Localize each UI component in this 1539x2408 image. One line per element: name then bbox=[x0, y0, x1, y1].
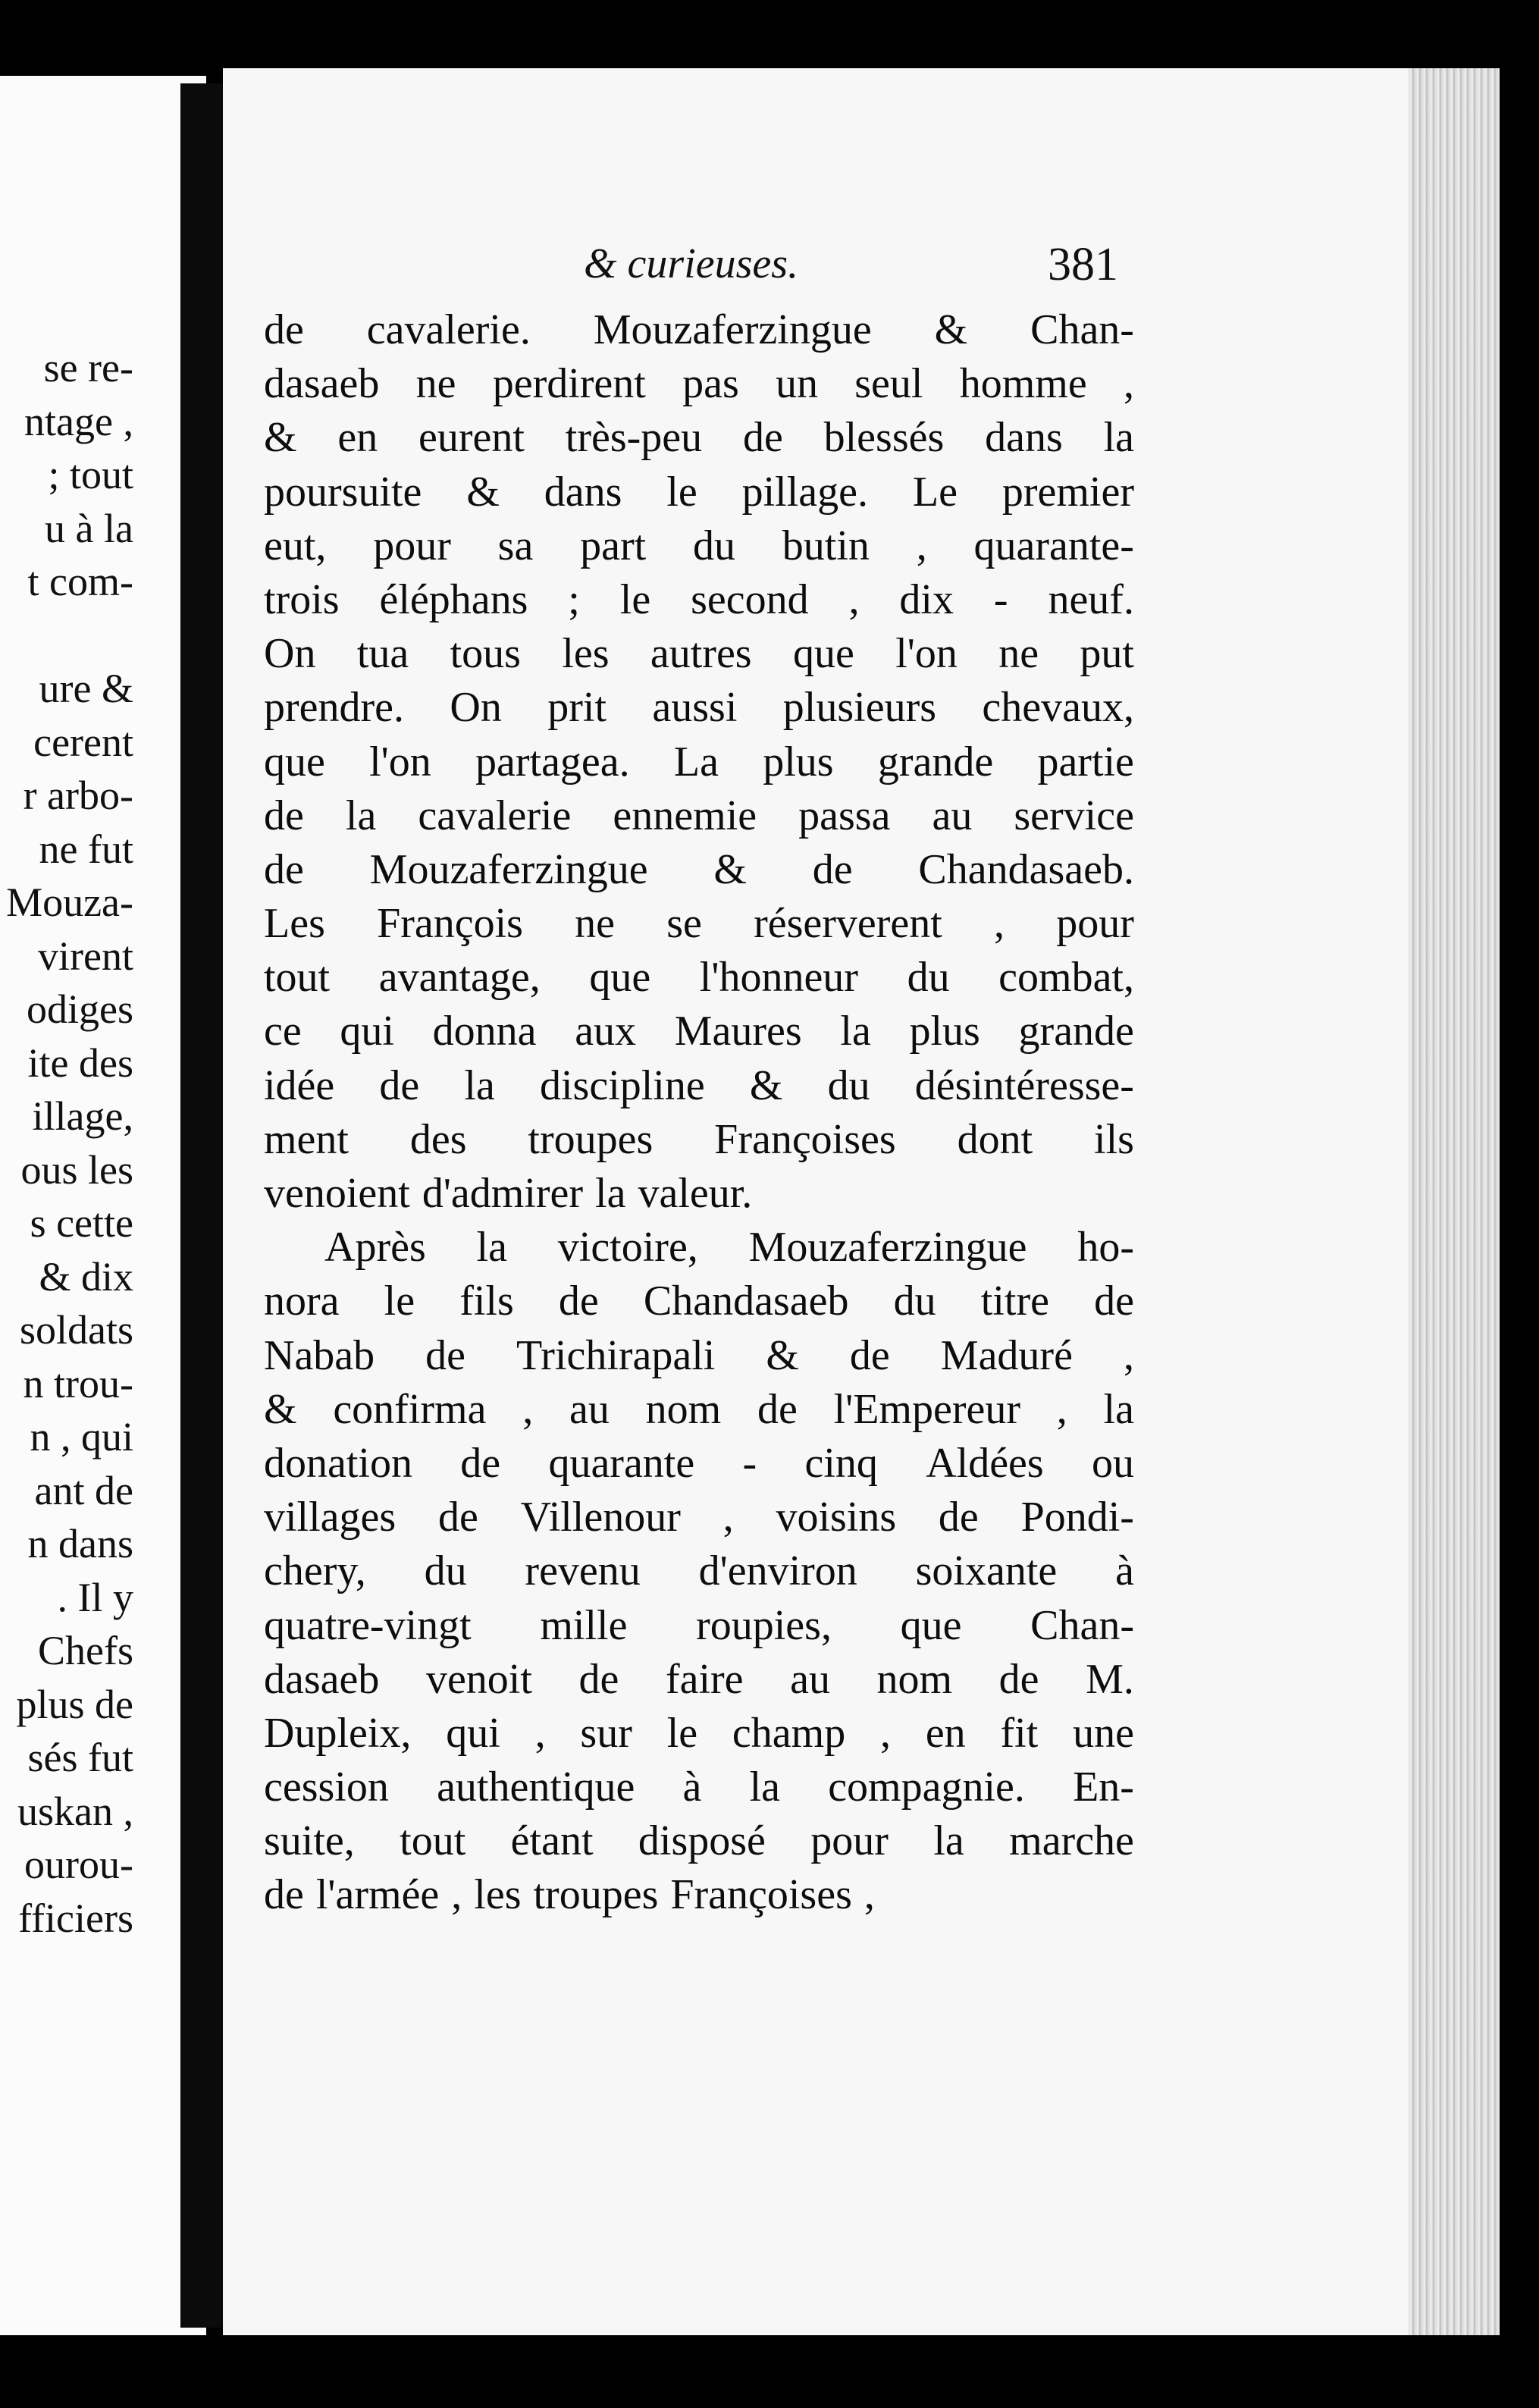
word: ne bbox=[998, 630, 1039, 678]
word: mille bbox=[540, 1601, 628, 1649]
word: & bbox=[749, 1061, 783, 1109]
left-page-line: ure & bbox=[39, 666, 133, 711]
text-line bbox=[264, 627, 1134, 681]
word: On bbox=[450, 684, 502, 732]
word: , bbox=[722, 1494, 734, 1541]
word: donna bbox=[432, 1008, 537, 1055]
text-line bbox=[264, 843, 1134, 897]
text-line bbox=[264, 519, 1134, 573]
word: une bbox=[1073, 1709, 1134, 1757]
word: les bbox=[474, 1871, 522, 1919]
word: l'on bbox=[895, 630, 958, 678]
word: Chan- bbox=[1030, 1601, 1134, 1649]
word: & bbox=[713, 845, 747, 893]
word: & bbox=[934, 306, 968, 353]
word: au bbox=[932, 792, 973, 839]
word: blessés bbox=[823, 414, 945, 462]
word: cavalerie bbox=[418, 792, 572, 839]
word: pour bbox=[810, 1817, 889, 1865]
word: en bbox=[925, 1709, 966, 1757]
word: de bbox=[812, 845, 853, 893]
word: des bbox=[409, 1115, 467, 1163]
word: Le bbox=[912, 468, 958, 516]
word: authentique bbox=[437, 1764, 635, 1811]
word: du bbox=[827, 1061, 870, 1109]
left-page-line: cerent bbox=[33, 719, 133, 765]
left-page-line: se re- bbox=[43, 345, 133, 390]
word: en bbox=[337, 414, 378, 462]
word: , bbox=[1123, 1331, 1134, 1379]
word: discipline bbox=[539, 1061, 705, 1109]
word: ils bbox=[1094, 1115, 1134, 1163]
text-line bbox=[264, 1491, 1134, 1544]
word: que bbox=[589, 954, 651, 1002]
word: le bbox=[619, 575, 651, 623]
word: , bbox=[880, 1709, 892, 1757]
word: Villenour bbox=[520, 1494, 681, 1541]
left-page-line: ous les bbox=[20, 1146, 133, 1193]
word: nom bbox=[645, 1385, 722, 1433]
word: ment bbox=[264, 1115, 349, 1163]
word: , bbox=[994, 900, 1005, 948]
word: de bbox=[1094, 1278, 1134, 1325]
word: au bbox=[569, 1385, 610, 1433]
word: Après bbox=[324, 1224, 426, 1271]
word: tout bbox=[264, 954, 331, 1002]
word: suite, bbox=[264, 1817, 355, 1865]
running-head: & curieuses. bbox=[584, 240, 799, 287]
word: , bbox=[916, 522, 927, 569]
left-page-line: ne fut bbox=[39, 826, 133, 872]
text-line bbox=[264, 1329, 1134, 1383]
word: chevaux, bbox=[982, 684, 1134, 732]
word: put bbox=[1080, 630, 1134, 678]
word: de bbox=[437, 1494, 478, 1541]
word: champ bbox=[732, 1709, 846, 1757]
word: & bbox=[466, 468, 500, 516]
word: Trichirapali bbox=[516, 1331, 716, 1379]
word: troupes bbox=[533, 1871, 659, 1919]
word: idée bbox=[264, 1061, 335, 1109]
text-line bbox=[264, 1653, 1134, 1707]
word: pour bbox=[373, 522, 451, 569]
word: que bbox=[900, 1601, 962, 1649]
word: Pondi- bbox=[1020, 1494, 1134, 1541]
word: passa bbox=[798, 792, 891, 839]
word: le bbox=[666, 468, 697, 516]
left-page-line: ntage , bbox=[24, 398, 133, 444]
word: La bbox=[673, 738, 719, 785]
left-page-line: illage, bbox=[32, 1093, 133, 1139]
word: que bbox=[792, 630, 854, 678]
word: du bbox=[424, 1547, 467, 1595]
word: quarante bbox=[548, 1439, 695, 1487]
word: fils bbox=[459, 1278, 514, 1325]
word: l'Empereur bbox=[833, 1385, 1020, 1433]
word: éléphans bbox=[379, 575, 528, 623]
word: & bbox=[264, 414, 297, 462]
word: roupies, bbox=[696, 1601, 832, 1649]
text-line bbox=[264, 681, 1134, 735]
word: de bbox=[998, 1655, 1039, 1703]
word: de bbox=[264, 306, 304, 353]
text-line bbox=[264, 357, 1134, 411]
text-line bbox=[264, 1383, 1134, 1437]
word: dasaeb bbox=[264, 1655, 380, 1703]
word: l'armée bbox=[315, 1871, 440, 1919]
word: la bbox=[933, 1817, 964, 1865]
word: marche bbox=[1009, 1817, 1134, 1865]
word: Mouzaferzingue bbox=[748, 1224, 1027, 1271]
word: ennemie bbox=[613, 792, 757, 839]
word: sa bbox=[497, 522, 534, 569]
word: d'environ bbox=[698, 1547, 857, 1595]
word: Chan- bbox=[1030, 306, 1134, 353]
word: M. bbox=[1086, 1655, 1134, 1703]
left-page-line: r arbo- bbox=[23, 773, 133, 818]
word: confirma bbox=[333, 1385, 487, 1433]
left-page-line: odiges bbox=[27, 986, 133, 1032]
left-page-line: n dans bbox=[27, 1521, 133, 1566]
word: que bbox=[264, 738, 325, 785]
word: l'honneur bbox=[699, 954, 858, 1002]
word: à bbox=[682, 1764, 702, 1811]
word: pas bbox=[682, 360, 739, 408]
word: second bbox=[691, 575, 809, 623]
left-page-line: ant de bbox=[34, 1467, 133, 1513]
word: sur bbox=[580, 1709, 632, 1757]
word: - bbox=[993, 575, 1008, 623]
left-page-line: Mouza- bbox=[6, 879, 133, 925]
word: donation bbox=[264, 1439, 412, 1487]
word: pillage. bbox=[741, 468, 869, 516]
text-line bbox=[264, 1059, 1134, 1113]
word: à bbox=[1115, 1547, 1134, 1595]
word: ; bbox=[568, 575, 580, 623]
text-line bbox=[264, 1167, 1134, 1221]
page-edge bbox=[1409, 68, 1500, 2335]
word: de bbox=[264, 792, 304, 839]
book-gutter bbox=[180, 83, 223, 2328]
word: Maures bbox=[674, 1008, 802, 1055]
word: la bbox=[749, 1764, 780, 1811]
word: du bbox=[692, 522, 735, 569]
word: nom bbox=[876, 1655, 953, 1703]
word: aux bbox=[575, 1008, 637, 1055]
word: chery, bbox=[264, 1547, 366, 1595]
word: , bbox=[534, 1709, 546, 1757]
word: , bbox=[848, 575, 860, 623]
word: Aldées bbox=[926, 1439, 1044, 1487]
word: de bbox=[849, 1331, 890, 1379]
text-line bbox=[264, 897, 1134, 951]
word: de bbox=[379, 1061, 420, 1109]
word: premier bbox=[1001, 468, 1134, 516]
word: titre bbox=[980, 1278, 1049, 1325]
word: de bbox=[425, 1331, 466, 1379]
text-line bbox=[264, 951, 1134, 1005]
word: quatre-vingt bbox=[264, 1601, 472, 1649]
word: neuf. bbox=[1048, 575, 1134, 623]
word: cinq bbox=[804, 1439, 878, 1487]
word: au bbox=[790, 1655, 830, 1703]
word: soixante bbox=[915, 1547, 1058, 1595]
word: tous bbox=[450, 630, 521, 678]
word: plus bbox=[909, 1008, 980, 1055]
word: cession bbox=[264, 1764, 389, 1811]
word: , bbox=[864, 1871, 875, 1919]
word: partie bbox=[1037, 738, 1134, 785]
word: butin bbox=[782, 522, 870, 569]
word: venoient bbox=[264, 1170, 410, 1217]
word: perdirent bbox=[492, 360, 646, 408]
word: & bbox=[264, 1385, 297, 1433]
left-page-line: & dix bbox=[39, 1253, 133, 1300]
word: réserverent bbox=[754, 900, 942, 948]
text-line bbox=[264, 1599, 1134, 1653]
word: de bbox=[578, 1655, 619, 1703]
word: Les bbox=[264, 900, 325, 948]
left-page-line: plus de bbox=[16, 1681, 133, 1727]
left-page-line: ; tout bbox=[48, 452, 133, 497]
left-page-line: . Il y bbox=[57, 1574, 133, 1620]
word: de bbox=[460, 1439, 501, 1487]
word: ne bbox=[415, 360, 456, 408]
word: ho- bbox=[1077, 1224, 1134, 1271]
word: grande bbox=[1018, 1008, 1134, 1055]
word: disposé bbox=[638, 1817, 766, 1865]
word: , bbox=[1056, 1385, 1067, 1433]
word: la bbox=[840, 1008, 871, 1055]
word: Chandasaeb. bbox=[918, 845, 1134, 893]
word: Maduré bbox=[940, 1331, 1073, 1379]
word: cavalerie. bbox=[366, 306, 531, 353]
word: la bbox=[476, 1224, 507, 1271]
word: dont bbox=[957, 1115, 1033, 1163]
word: ne bbox=[575, 900, 616, 948]
word: du bbox=[907, 954, 950, 1002]
word: dans bbox=[985, 414, 1063, 462]
word: service bbox=[1014, 792, 1134, 839]
word: ce bbox=[264, 1008, 302, 1055]
page-number: 381 bbox=[1048, 239, 1118, 290]
text-line bbox=[264, 1221, 1134, 1275]
left-page-line: n trou- bbox=[23, 1360, 133, 1406]
word: avantage, bbox=[378, 954, 541, 1002]
text-line bbox=[264, 573, 1134, 627]
left-page-line: sés fut bbox=[27, 1735, 133, 1780]
word: , bbox=[1123, 360, 1134, 408]
word: la bbox=[464, 1061, 495, 1109]
word: de bbox=[264, 845, 304, 893]
word: plusieurs bbox=[782, 684, 937, 732]
text-line bbox=[264, 1761, 1134, 1814]
text-line bbox=[264, 789, 1134, 843]
word: combat, bbox=[998, 954, 1134, 1002]
word: partagea. bbox=[475, 738, 630, 785]
word: eurent bbox=[418, 414, 525, 462]
word: aussi bbox=[652, 684, 738, 732]
word: prendre. bbox=[264, 684, 405, 732]
word: On bbox=[264, 630, 316, 678]
word: du bbox=[893, 1278, 936, 1325]
word: trois bbox=[264, 575, 340, 623]
left-page-line: u à la bbox=[45, 505, 133, 551]
text-line bbox=[264, 1275, 1134, 1328]
left-page-line: t com- bbox=[27, 559, 133, 604]
left-page-line bbox=[0, 609, 206, 663]
word: Mouzaferzingue bbox=[593, 306, 872, 353]
left-page bbox=[0, 76, 206, 2335]
text-line bbox=[264, 303, 1134, 357]
word: , bbox=[451, 1871, 462, 1919]
word: les bbox=[562, 630, 610, 678]
left-page-text bbox=[0, 341, 206, 1945]
word: venoit bbox=[425, 1655, 532, 1703]
word: prit bbox=[547, 684, 607, 732]
word: la bbox=[1103, 414, 1134, 462]
text-line bbox=[264, 1437, 1134, 1491]
word: d'admirer bbox=[422, 1170, 584, 1217]
word: troupes bbox=[528, 1115, 654, 1163]
word: poursuite bbox=[264, 468, 422, 516]
word: Dupleix, bbox=[264, 1709, 412, 1757]
word: , bbox=[522, 1385, 534, 1433]
word: Françoises bbox=[714, 1115, 896, 1163]
text-line bbox=[264, 1868, 1134, 1922]
word: très-peu bbox=[565, 414, 703, 462]
left-page-line: fficiers bbox=[18, 1895, 133, 1941]
left-page-line: virent bbox=[38, 933, 133, 979]
body-text bbox=[264, 303, 1134, 1923]
left-page-line: uskan , bbox=[17, 1788, 133, 1834]
word: qui bbox=[446, 1709, 500, 1757]
word: eut, bbox=[264, 522, 327, 569]
left-page-line: soldats bbox=[19, 1307, 133, 1353]
word: valeur. bbox=[638, 1170, 753, 1217]
word: le bbox=[384, 1278, 415, 1325]
left-page-line: s cette bbox=[30, 1200, 133, 1246]
text-line bbox=[264, 411, 1134, 465]
word: se bbox=[666, 900, 702, 948]
word: dix bbox=[899, 575, 954, 623]
word: faire bbox=[665, 1655, 744, 1703]
word: fit bbox=[1000, 1709, 1039, 1757]
word: la bbox=[595, 1170, 626, 1217]
word: qui bbox=[340, 1008, 394, 1055]
word: Chandasaeb bbox=[643, 1278, 849, 1325]
word: la bbox=[345, 792, 377, 839]
word: l'on bbox=[369, 738, 431, 785]
word: Nabab bbox=[264, 1331, 375, 1379]
word: part bbox=[580, 522, 647, 569]
word: nora bbox=[264, 1278, 340, 1325]
word: grande bbox=[877, 738, 994, 785]
word: & bbox=[766, 1331, 799, 1379]
word: compagnie. bbox=[828, 1764, 1025, 1811]
text-line bbox=[264, 1814, 1134, 1868]
word: tua bbox=[356, 630, 409, 678]
text-line bbox=[264, 1005, 1134, 1058]
word: de bbox=[938, 1494, 979, 1541]
word: de bbox=[742, 414, 783, 462]
word: autres bbox=[650, 630, 752, 678]
word: dans bbox=[544, 468, 622, 516]
word: de bbox=[757, 1385, 798, 1433]
word: tout bbox=[400, 1817, 466, 1865]
text-line bbox=[264, 1544, 1134, 1598]
word: de bbox=[264, 1871, 304, 1919]
word: - bbox=[742, 1439, 757, 1487]
word: de bbox=[558, 1278, 599, 1325]
word: villages bbox=[264, 1494, 397, 1541]
word: dasaeb bbox=[264, 360, 380, 408]
word: Mouzaferzingue bbox=[369, 845, 648, 893]
left-page-line: ite des bbox=[27, 1039, 133, 1086]
word: plus bbox=[763, 738, 834, 785]
word: quarante- bbox=[973, 522, 1134, 569]
word: pour bbox=[1056, 900, 1134, 948]
word: la bbox=[1103, 1385, 1134, 1433]
word: voisins bbox=[776, 1494, 897, 1541]
word: désintéresse- bbox=[914, 1061, 1134, 1109]
text-line bbox=[264, 735, 1134, 789]
left-page-line: ourou- bbox=[24, 1842, 133, 1887]
left-page-line: Chefs bbox=[38, 1628, 133, 1673]
word: François bbox=[377, 900, 523, 948]
word: étant bbox=[510, 1817, 594, 1865]
text-line bbox=[264, 1113, 1134, 1167]
word: le bbox=[666, 1709, 698, 1757]
word: homme bbox=[959, 360, 1087, 408]
word: seul bbox=[854, 360, 923, 408]
word: ou bbox=[1092, 1439, 1134, 1487]
word: un bbox=[776, 360, 818, 408]
text-line bbox=[264, 1707, 1134, 1761]
word: Françoises bbox=[670, 1871, 852, 1919]
left-page-line: n , qui bbox=[30, 1414, 133, 1460]
text-line bbox=[264, 466, 1134, 519]
word: revenu bbox=[525, 1547, 641, 1595]
word: victoire, bbox=[557, 1224, 698, 1271]
word: En- bbox=[1073, 1764, 1134, 1811]
